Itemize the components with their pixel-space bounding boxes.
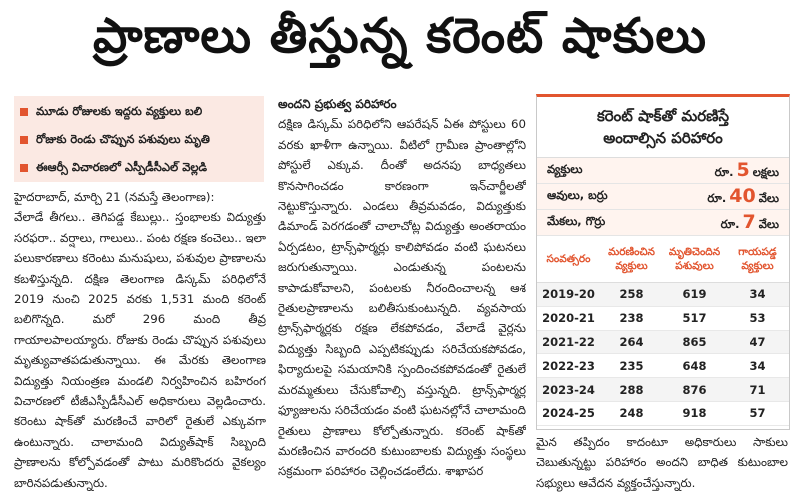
article-body-2: దక్షిణ డిస్కమ్ పరిధిలోని ఆపరేషన్ ఏఈ పోస్టులు 60 వరకు ఖాళీగా ఉన్నాయి. వీటిలో గ్రామీణ ప్రాంతాల్లోని పోస్టులే ఎక్కువ. దీంతో అదనపు బాధ్యతలు కొనసాగించడం కారణంగా ఇన్‌చార్జీలతో నెట్టుకొస్తున్నారు. ఎండలు తీవ్రమవడం, విద్యుత్తుకు డిమాండ్ పెరగడంతో చాలాచోట్ల విద్యుత్తు అంతరాయం ఏర్పడటం, ట్రాన్స్‌ఫార్మర్లు కాలిపోవడం వంటి ఘటనలు జరుగుతున్నాయి. ఎండుతున్న పంటలను కాపాడుకోవాలని, పంటలకు నీరందించాలన్న ఆశ రైతులప్రాణాలను బలితీసుకుంటున్నది. వ్యవసాయ ట్రాన్స్‌ఫార్మర్లకు రక్షణ లేకపోవడం, వేలాడే వైర్లను విద్యుత్తు సిబ్బంది ఎప్పటికప్పుడు సరిచేయకపోవడం, ఫిర్యాదులపై సమయానికి స్పందించకపోవడంతో రైతులే మరమ్మతులు చేసుకోవాల్సి వస్తున్నది. ట్రాన్స్‌ఫార్మర్ల ఫ్యూజులను సరిచేయడం వంటి ఘటనల్లోనే చాలామంది రైతులు ప్రాణాలు కోల్పోతున్నారు. కరెంట్ షాక్‌తో మరణించిన వారందరి కుటుంబాలకు విద్యుత్తు సంస్థలు సక్రమంగా పరిహారం చెల్లించడంలేదు. శాఖాపర: [278, 117, 526, 479]
table-cell: 288: [619, 382, 644, 397]
table-cell: 918: [682, 406, 707, 421]
table-cell: 876: [682, 382, 707, 397]
highlight-text: రోజుకు రెండు చొప్పున పశువులు మృతి: [36, 131, 210, 146]
table-row: [537, 283, 789, 307]
amount-unit: వేలు: [758, 217, 779, 231]
column-header: మృతిచెందిన పశువులు: [668, 246, 721, 272]
table-row: [537, 402, 789, 426]
bullet-square-icon: [20, 164, 28, 172]
highlight-item: [14, 100, 264, 124]
column-header: సంవత్సరం: [546, 253, 591, 265]
subhead: అందని ప్రభుత్వ పరిహారం: [278, 97, 397, 111]
amount-prefix: రూ.: [714, 165, 734, 179]
table-cell: 517: [682, 311, 707, 326]
amount-unit: వేలు: [758, 191, 779, 205]
table-cell: 2023-24: [542, 382, 595, 397]
compensation-amount: [715, 159, 779, 182]
table-cell: 34: [749, 358, 766, 373]
table-row: [537, 307, 789, 331]
table-cell: 2020-21: [542, 311, 595, 326]
table-cell: 238: [619, 311, 644, 326]
table-cell: 619: [682, 287, 707, 302]
amount-value: 40: [729, 185, 756, 207]
highlights-box: [14, 96, 264, 182]
compensation-label: మేకలు, గొర్రు: [547, 214, 606, 228]
highlight-item: [14, 156, 264, 180]
table-row: [537, 331, 789, 355]
table-row: [537, 378, 789, 402]
compensation-label: వ్యక్తులు: [547, 162, 583, 176]
headline: ప్రాణాలు తీస్తున్న కరెంట్ షాకులు: [92, 8, 707, 64]
article-column-2: [278, 94, 526, 494]
amount-value: 7: [742, 211, 756, 233]
amount-prefix: రూ.: [720, 217, 740, 231]
compensation-amount: [707, 185, 779, 208]
table-cell: 2022-23: [542, 358, 595, 373]
bullet-square-icon: [20, 136, 28, 144]
table-cell: 248: [619, 406, 644, 421]
highlight-text: ఈఆర్సీ విచారణలో ఎస్పీడీసీఎల్ వెల్లడి: [36, 159, 208, 174]
amount-unit: లక్షలు: [752, 165, 779, 179]
compensation-box: [536, 94, 790, 430]
table-cell: 865: [682, 334, 707, 349]
table-cell: 2019-20: [542, 287, 595, 302]
table-cell: 2021-22: [542, 334, 595, 349]
column-header: గాయపడ్డ వ్యక్తులు: [738, 246, 777, 272]
amount-prefix: రూ.: [707, 191, 727, 205]
table-cell: 2024-25: [542, 406, 595, 421]
box-title-line-1: కరెంట్ షాక్‌తో మరణిస్తే: [596, 107, 730, 125]
table-cell: 235: [619, 358, 644, 373]
table-cell: 34: [749, 287, 766, 302]
table-cell: 71: [749, 382, 766, 397]
article-column-1: [14, 187, 266, 493]
table-header: [537, 236, 789, 283]
article-continuation: మైన తప్పిదం కాదంటూ అధికారులు సాకులు చెబుతున్నట్టు పరిహారం అందని బాధిత కుటుంబాల సభ్యులు ఆవేదన వ్యక్తంచేస్తున్నారు.: [536, 435, 788, 490]
amount-value: 5: [736, 159, 750, 181]
table-cell: 57: [749, 406, 766, 421]
column-header: మరణించిన వ్యక్తులు: [608, 246, 655, 272]
highlight-item: [14, 128, 264, 152]
table-cell: 47: [749, 334, 766, 349]
table-row: [537, 354, 789, 378]
box-title-line-2: అందాల్సిన పరిహారం: [603, 129, 723, 147]
compensation-row: [537, 184, 789, 210]
bullet-square-icon: [20, 108, 28, 116]
box-title: [537, 97, 789, 158]
dateline: హైదరాబాద్, మార్చి 21 (నమస్తే తెలంగాణ):: [14, 190, 215, 204]
compensation-row: [537, 158, 789, 184]
table-cell: 53: [749, 311, 766, 326]
compensation-label: ఆవులు, బర్రు: [547, 188, 608, 202]
table-cell: 264: [619, 334, 644, 349]
compensation-amount: [721, 211, 779, 234]
table-cell: 258: [619, 287, 644, 302]
table-cell: 648: [682, 358, 707, 373]
highlight-text: మూడు రోజులకు ఇద్దరు వ్యక్తులు బలి: [36, 103, 203, 118]
compensation-row: [537, 210, 789, 236]
table-body: [537, 283, 789, 426]
article-body-1: వేలాడే తీగలు.. తెగిపడ్డ కేబుల్లు.. స్తంభాలకు విద్యుత్తు సరఫరా.. వర్షాలు, గాలులు.. పంట రక్షణ కంచెలు.. ఇలా పలుకారణాలు కరెంటు మనుషులు, పశువుల ప్రాణాలను కబళిస్తున్నది. దక్షిణ తెలంగాణ డిస్కమ్ పరిధిలోనే 2019 నుంచి 2025 వరకు 1,531 మంది కరెంట్ బలిగొన్నది. మరో 296 మంది తీవ్ర గాయాలపాలయ్యారు. రోజుకు రెండు చొప్పున పశువులు మృత్యువాతపడుతున్నాయి. ఈ మేరకు తెలంగాణ విద్యుత్తు నియంత్రణ మండలి నిర్వహించిన బహిరంగ విచారణలో టీజీఎస్పీడీసీఎల్ అధికారులు వెల్లడించారు. కరెంటు షాక్‌తో మరణించే వారిలో రైతులే ఎక్కువగా ఉంటున్నారు. చాలామంది విద్యుత్‌షాక్ సిబ్బంది ప్రాణాలను కోల్పోవడంతో పాటు మరికొందరు వైకల్యం బారినపడుతున్నారు.: [14, 210, 266, 490]
